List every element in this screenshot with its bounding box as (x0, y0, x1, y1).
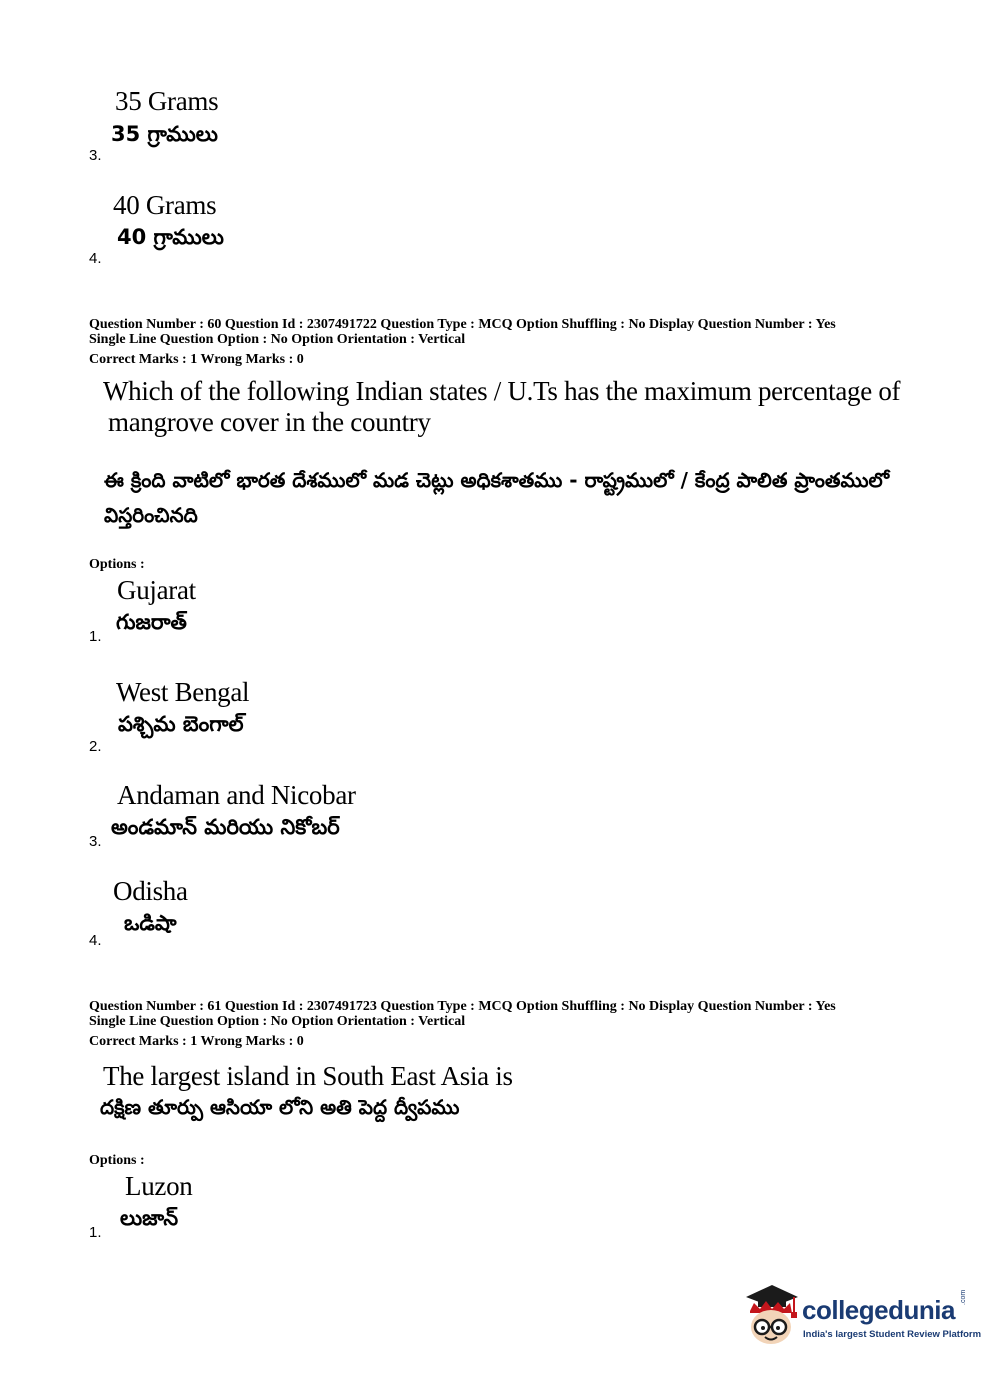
option-text-en: Luzon (125, 1171, 193, 1201)
option-number: 4. (89, 250, 102, 267)
option-number: 1. (89, 1224, 102, 1241)
option-text-en: Gujarat (117, 575, 196, 605)
logo-domain-suffix: .com (960, 1289, 967, 1305)
option-number: 1. (89, 628, 102, 645)
question-text-en-line2: mangrove cover in the country (108, 407, 431, 437)
question-text-te: దక్షిణ తూర్పు ఆసియా లోని అతి పెద్ద ద్వీపము (100, 1095, 460, 1119)
question-meta-line2: Single Line Question Option : No Option Orientation : Vertical (89, 332, 466, 347)
question-text-te: ఈ క్రింది వాటిలో భారత దేశములో మడ చెట్లు అధికశాతము - రాష్ట్రములో / కేంద్ర పాలిత ప్రాంతములో విస్తరించినది (104, 468, 890, 527)
option-text-en: 40 Grams (113, 190, 217, 220)
question-marks: Correct Marks : 1 Wrong Marks : 0 (89, 352, 304, 367)
option-text-en: 35 Grams (115, 86, 219, 116)
question-meta-line1: Question Number : 61 Question Id : 2307491723 Question Type : MCQ Option Shuffling : No Display Question Number : Yes (89, 999, 836, 1014)
option-text-te: లుజాన్ (120, 1206, 179, 1230)
option-text-te: ఒడిషా (124, 911, 177, 935)
logo-wordmark: collegedunia (802, 1295, 955, 1325)
option-text-te: గుజరాత్ (116, 610, 187, 634)
option-text-te: 35 గ్రాములు (111, 122, 218, 146)
options-label: Options : (89, 557, 145, 572)
question-text-en-line1: Which of the following Indian states / U.Ts has the maximum percentage of (103, 376, 901, 406)
student-mascot-icon (742, 1283, 800, 1355)
option-number: 3. (89, 833, 102, 850)
question-meta-line2: Single Line Question Option : No Option Orientation : Vertical (89, 1014, 466, 1029)
option-text-te: పశ్చిమ బెంగాల్ (118, 712, 244, 736)
option-number: 4. (89, 932, 102, 949)
option-text-en: Andaman and Nicobar (117, 780, 356, 810)
option-text-en: West Bengal (116, 677, 250, 707)
collegedunia-logo (742, 1283, 982, 1355)
question-text-en: The largest island in South East Asia is (103, 1061, 513, 1091)
option-text-te: అండమాన్ మరియు నికోబర్ (111, 815, 340, 839)
option-text-te: 40 గ్రాములు (117, 225, 224, 249)
option-text-en: Odisha (113, 876, 188, 906)
question-marks: Correct Marks : 1 Wrong Marks : 0 (89, 1034, 304, 1049)
option-number: 3. (89, 147, 102, 164)
question-meta-line1: Question Number : 60 Question Id : 2307491722 Question Type : MCQ Option Shuffling : No Display Question Number : Yes (89, 317, 836, 332)
logo-tagline: India's largest Student Review Platform (803, 1329, 982, 1340)
options-label: Options : (89, 1153, 145, 1168)
option-number: 2. (89, 738, 102, 755)
